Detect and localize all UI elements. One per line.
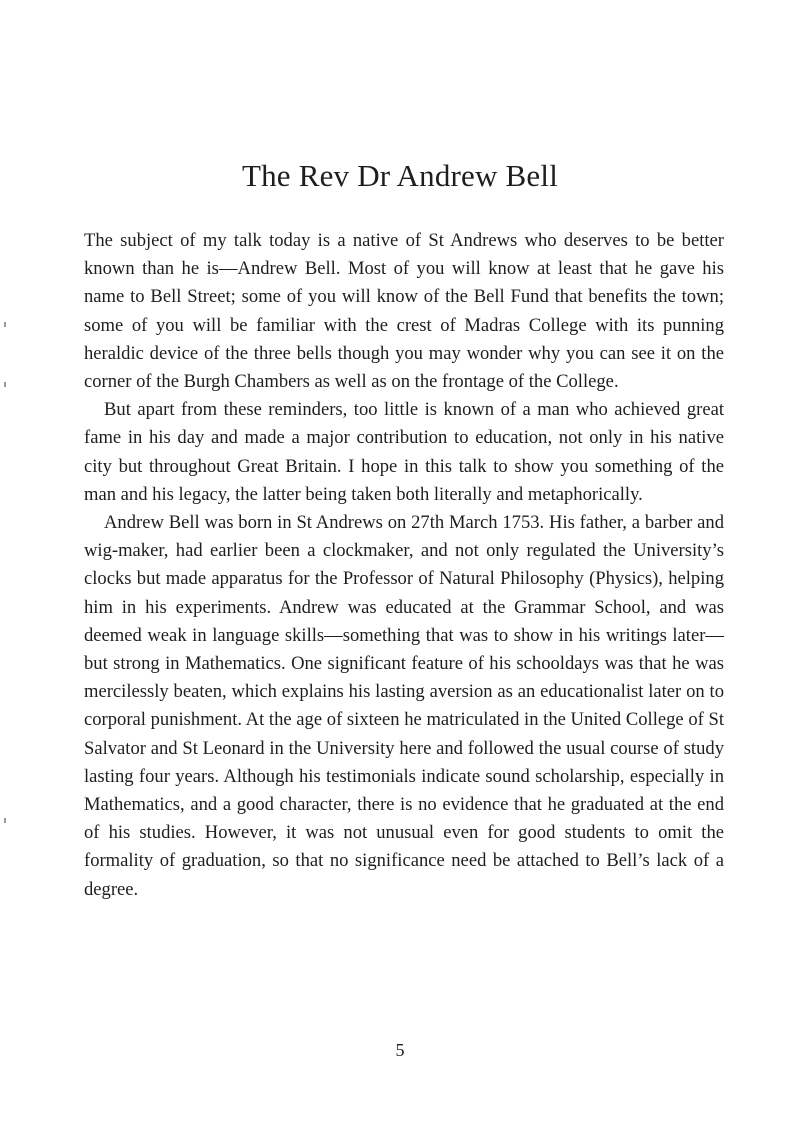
scan-speck	[4, 322, 6, 327]
paragraph-1: The subject of my talk today is a native of St Andrews who deserves to be better known than he is—Andrew Bell. Most of you will know at least that he gave his name to Bell Street; some of you will know of the Bell Fund that benefits the town; some of you will be familiar with the crest of Madras College with its punning heraldic device of the three bells though you may wonder why you can see it on the corner of the Burgh Chambers as well as on the frontage of the College.	[84, 230, 724, 393]
page-title: The Rev Dr Andrew Bell	[241, 158, 559, 193]
body-text	[84, 227, 724, 904]
scan-speck	[4, 818, 6, 823]
page-number: 5	[395, 1040, 405, 1060]
paragraph-2: But apart from these reminders, too little is known of a man who achieved great fame in his day and made a major contribution to education, not only in his native city but throughout Great Britain. I hope in this talk to show you something of the man and his legacy, the latter being taken both literally and metaphorically.	[84, 399, 724, 505]
scan-speck	[4, 382, 6, 387]
paragraph-3: Andrew Bell was born in St Andrews on 27th March 1753. His father, a barber and wig-maker, had earlier been a clockmaker, and not only regulated the University’s clocks but made apparatus for the Professor of Natural Philosophy (Physics), helping him in his experiments. Andrew was educated at the Grammar School, and was deemed weak in language skills—something that was to show in his writings later—but strong in Mathematics. One significant feature of his schooldays was that he was mercilessly beaten, which explains his lasting aversion as an educationalist later on to corporal punishment. At the age of sixteen he matriculated in the United College of St Salvator and St Leonard in the University here and followed the usual course of study lasting four years. Although his testimonials indicate sound scholarship, especially in Mathematics, and a good character, there is no evidence that he graduated at the end of his studies. However, it was not unusual even for good students to omit the formality of graduation, so that no significance need be attached to Bell’s lack of a degree.	[84, 512, 724, 900]
